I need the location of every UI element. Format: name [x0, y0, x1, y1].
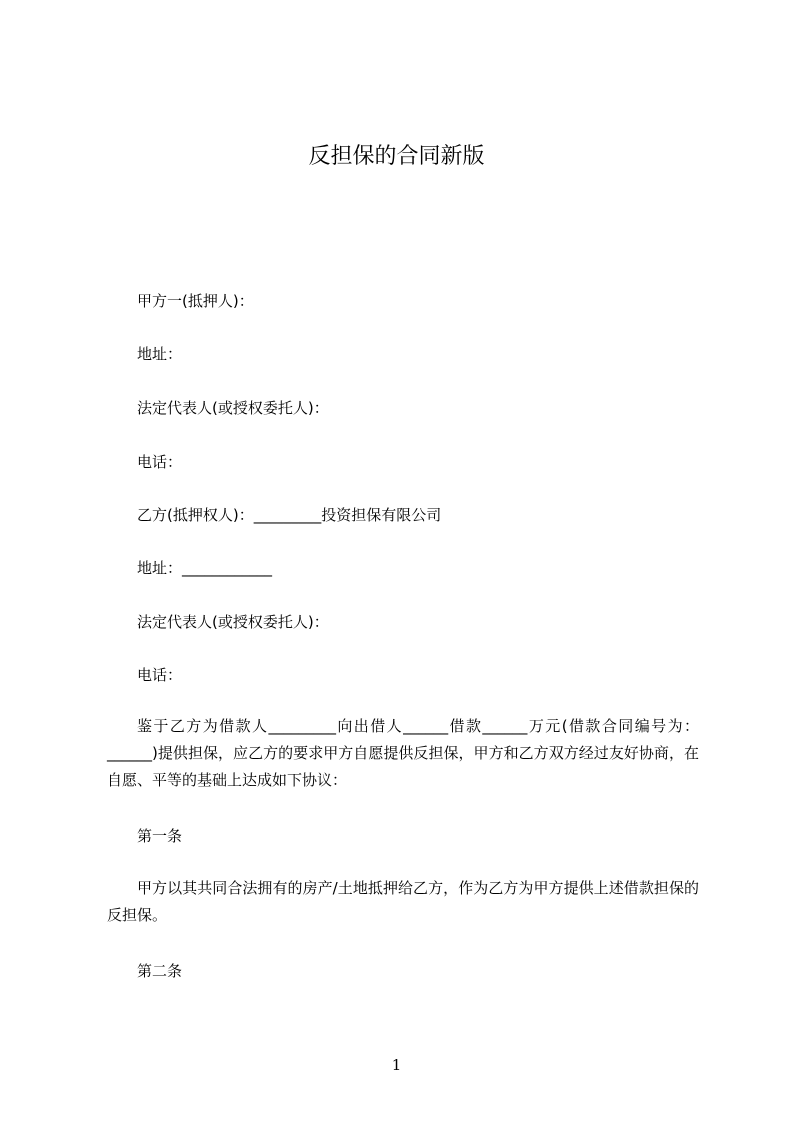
article-1-body: 甲方以其共同合法拥有的房产/土地抵押给乙方，作为乙方为甲方提供上述借款担保的反担保。 — [107, 879, 699, 924]
article-2-heading: 第二条 — [137, 962, 183, 980]
party-b-label: 乙方(抵押权人)：_________投资担保有限公司 — [137, 506, 442, 524]
party-a-label: 甲方一(抵押人)： — [137, 292, 254, 310]
article-1-heading: 第一条 — [137, 827, 183, 845]
document-title: 反担保的合同新版 — [308, 144, 485, 169]
party-a-address: 地址： — [137, 345, 183, 363]
party-b-representative: 法定代表人(或授权委托人)： — [137, 613, 329, 631]
party-a-representative: 法定代表人(或授权委托人)： — [137, 399, 329, 417]
party-b-address: 地址：____________ — [137, 559, 273, 577]
page-number: 1 — [391, 1056, 402, 1074]
party-b-phone: 电话： — [137, 666, 183, 684]
preamble-paragraph: 鉴于乙方为借款人_________向出借人______借款______万元(借款合同编号为：______)提供担保，应乙方的要求甲方自愿提供反担保，甲方和乙方双方经过友好协商，在自愿、平等的基础上达成如下协议： — [107, 717, 699, 789]
party-a-phone: 电话： — [137, 453, 183, 471]
